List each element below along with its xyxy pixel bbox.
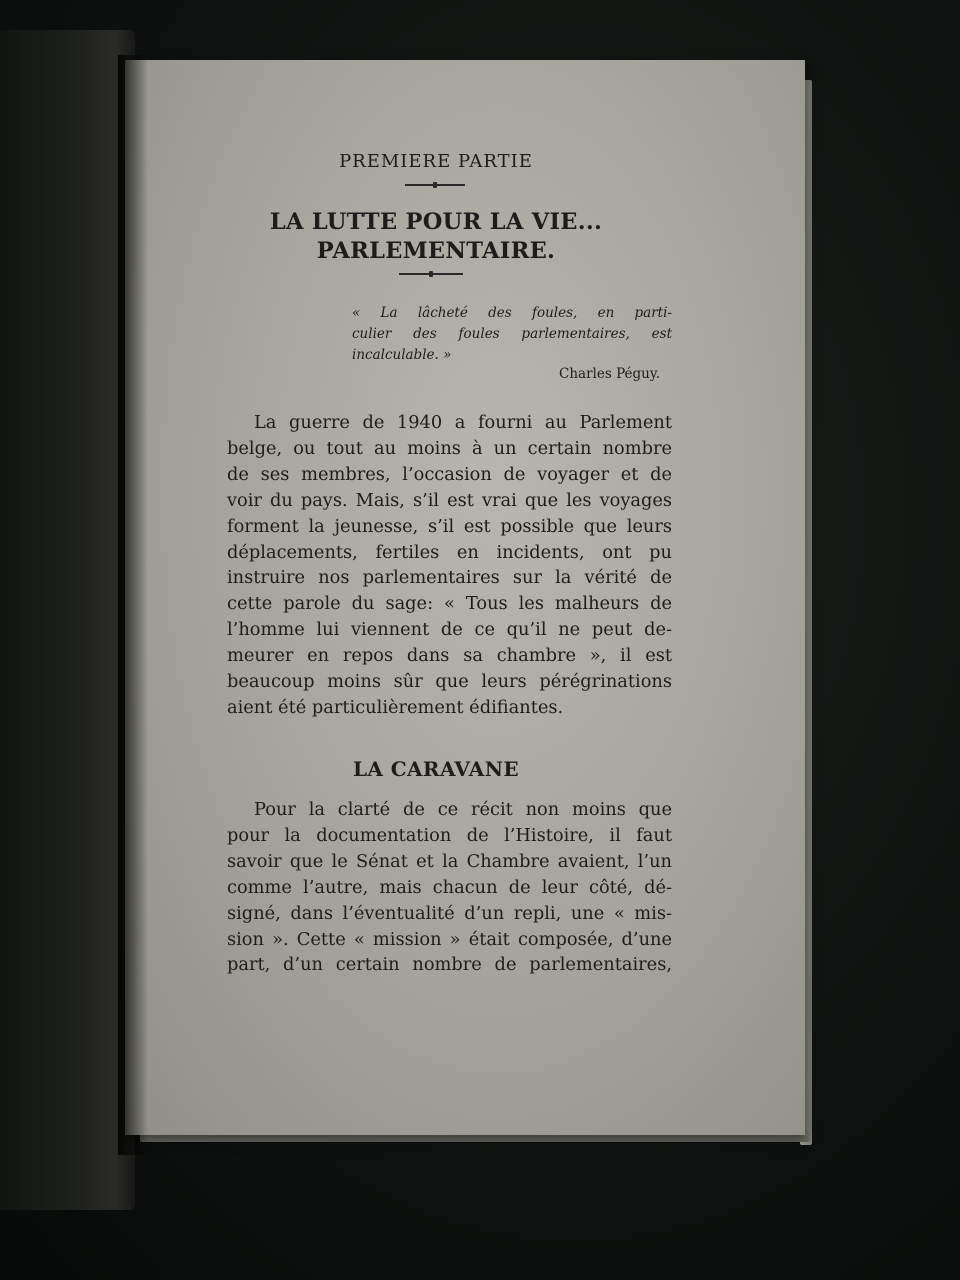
epigraph-line: culier des foules parlementaires, est [352,326,672,342]
text-line: pour la documentation de l’Histoire, il faut [227,824,672,846]
paragraph-1 [200,410,672,721]
text-line: meurer en repos dans sa chambre », il est [227,645,672,667]
text-line: savoir que le Sénat et la Chambre avaient, l’un [227,850,672,872]
text-line: instruire nos parlementaires sur la vérité de [227,567,672,589]
part-title: PREMIERE PARTIE [339,151,533,172]
chapter-title [200,208,672,266]
text-line: de ses membres, l’occasion de voyager et de [227,463,672,485]
ornamental-rule-bottom [399,273,463,275]
chapter-title-line: PARLEMENTAIRE. [316,238,556,264]
text-line: forment la jeunesse, s’il est possible que leurs [227,515,672,537]
text-line: voir du pays. Mais, s’il est vrai que les voyages [227,489,672,511]
left-facing-page [0,30,135,1210]
text-line: aient été particulièrement édifiantes. [227,696,564,718]
text-line: part, d’un certain nombre de parlementaires, [227,954,672,976]
text-line: La guerre de 1940 a fourni au Parlement [254,412,672,433]
epigraph-line: incalculable. » [352,347,452,363]
ornamental-rule-top [405,184,465,186]
text-line: beaucoup moins sûr que leurs pérégrinations [227,671,672,693]
epigraph [352,303,672,366]
section-title: LA CARAVANE [352,757,520,781]
text-line: signé, dans l’éventualité d’un repli, une « mis- [227,902,672,924]
text-line: comme l’autre, mais chacun de leur côté, dé- [227,876,672,898]
text-line: sion ». Cette « mission » était composée, d’une [227,928,672,950]
text-line: Pour la clarté de ce récit non moins que [254,799,672,820]
book-gutter-shadow [118,55,148,1155]
book-page [125,60,805,1135]
text-line: déplacements, fertiles en incidents, ont pu [227,541,672,563]
epigraph-author: Charles Péguy. [559,366,660,382]
text-line: l’homme lui viennent de ce qu’il ne peut de- [227,619,672,641]
text-line: belge, ou tout au moins à un certain nombre [227,437,672,459]
text-line: cette parole du sage: « Tous les malheurs de [227,593,672,615]
epigraph-line: « La lâcheté des foules, en parti- [352,305,672,321]
paragraph-2 [200,797,672,978]
chapter-title-line: LA LUTTE POUR LA VIE... [269,209,603,235]
